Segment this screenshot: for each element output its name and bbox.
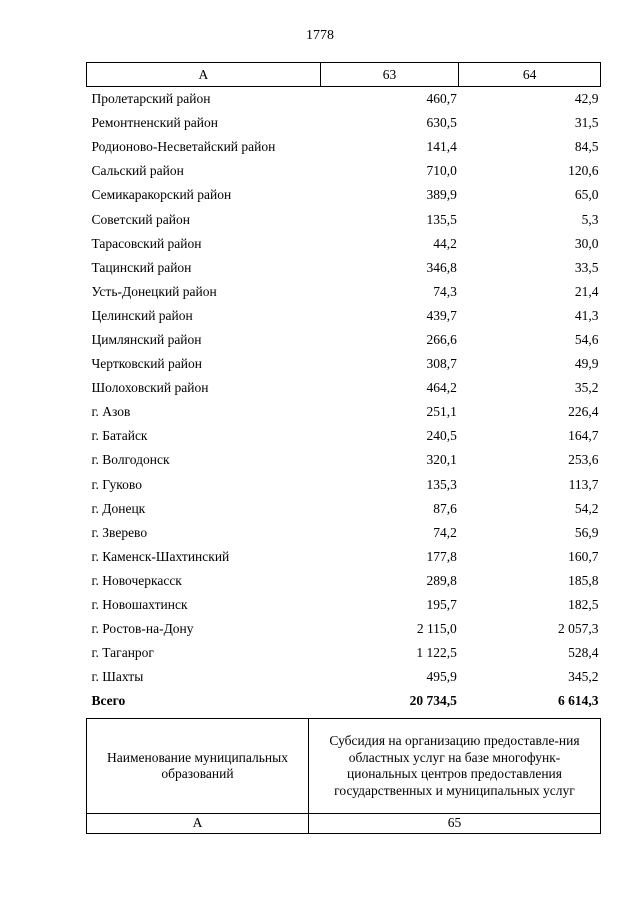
next-table-index-row (87, 814, 601, 834)
table-row (87, 352, 601, 376)
value-63: 1 122,5 (416, 645, 457, 661)
table-row (87, 256, 601, 280)
municipality-name: Тарасовский район (91, 235, 202, 251)
municipality-name: Усть-Донецкий район (91, 283, 217, 299)
next-column-a: А (87, 814, 309, 834)
next-table-header-row (87, 719, 601, 814)
municipality-name: Ремонтненский район (91, 115, 218, 131)
municipality-name: Цимлянский район (91, 331, 202, 347)
table-row (87, 328, 601, 352)
municipality-name: г. Азов (91, 404, 131, 420)
value-63: 74,2 (433, 524, 457, 540)
total-value-63: 20 734,5 (409, 693, 457, 709)
municipality-column-header: Наименование муниципальных образований (87, 719, 309, 814)
value-64: 33,5 (574, 259, 599, 275)
value-63: 389,9 (426, 187, 457, 203)
value-63: 195,7 (426, 597, 457, 613)
value-63: 141,4 (426, 139, 457, 155)
table-row (87, 569, 601, 593)
value-64: 160,7 (568, 548, 599, 564)
municipality-name: г. Донецк (91, 500, 146, 516)
table-row (87, 617, 601, 641)
value-63: 74,3 (433, 283, 457, 299)
header-column-63: 63 (320, 63, 459, 87)
table-row (87, 207, 601, 231)
table-row (87, 111, 601, 135)
value-64: 185,8 (568, 572, 599, 588)
value-64: 31,5 (574, 115, 599, 131)
value-64: 253,6 (568, 452, 599, 468)
municipality-name: Семикаракорский район (91, 187, 232, 203)
table-row (87, 641, 601, 665)
value-64: 528,4 (568, 645, 599, 661)
municipality-name: Чертковский район (91, 356, 202, 372)
value-63: 177,8 (426, 548, 457, 564)
value-64: 113,7 (568, 476, 599, 492)
next-column-65: 65 (309, 814, 601, 834)
value-63: 308,7 (426, 356, 457, 372)
table-row (87, 183, 601, 207)
subsidy-column-header: Субсидия на организацию предоставле-ния областных услуг на базе многофунк-циональных центров предоставления государственных и муниципальных услуг (309, 719, 601, 814)
table-row (87, 497, 601, 521)
table-row (87, 448, 601, 472)
value-63: 44,2 (433, 235, 457, 251)
value-64: 54,6 (574, 331, 599, 347)
table-row (87, 159, 601, 183)
header-column-a: А (87, 63, 321, 87)
table-row (87, 665, 601, 689)
value-63: 630,5 (426, 115, 457, 131)
page-number: 1778 (306, 28, 334, 43)
municipality-name: Советский район (91, 211, 190, 227)
value-63: 2 115,0 (416, 621, 457, 637)
value-64: 65,0 (574, 187, 599, 203)
value-64: 42,9 (574, 91, 599, 107)
table-row (87, 280, 601, 304)
value-64: 54,2 (574, 500, 599, 516)
subsidy-table (86, 62, 601, 713)
value-63: 460,7 (426, 91, 457, 107)
municipality-name: г. Каменск-Шахтинский (91, 548, 230, 564)
value-63: 289,8 (426, 572, 457, 588)
value-63: 135,3 (426, 476, 457, 492)
value-63: 710,0 (426, 163, 457, 179)
municipality-name: г. Шахты (91, 669, 144, 685)
table-row (87, 376, 601, 400)
value-63: 240,5 (426, 428, 457, 444)
value-64: 120,6 (568, 163, 599, 179)
table-row (87, 545, 601, 569)
value-64: 41,3 (574, 307, 599, 323)
municipality-name: Тацинский район (91, 259, 192, 275)
total-value-64: 6 614,3 (558, 693, 599, 709)
value-64: 345,2 (568, 669, 599, 685)
value-63: 320,1 (426, 452, 457, 468)
value-63: 135,5 (426, 211, 457, 227)
total-label: Всего (91, 693, 126, 709)
value-63: 251,1 (426, 404, 457, 420)
value-64: 56,9 (574, 524, 599, 540)
value-64: 30,0 (574, 235, 599, 251)
value-64: 49,9 (574, 356, 599, 372)
municipality-name: Шолоховский район (91, 380, 209, 396)
table-body (87, 87, 601, 690)
table-row (87, 424, 601, 448)
value-63: 495,9 (426, 669, 457, 685)
municipality-name: Целинский район (91, 307, 193, 323)
municipality-name: г. Гуково (91, 476, 142, 492)
table-row (87, 473, 601, 497)
header-column-64: 64 (459, 63, 601, 87)
municipality-name: Родионово-Несветайский район (91, 139, 276, 155)
municipality-name: Сальский район (91, 163, 184, 179)
municipality-name: г. Ростов-на-Дону (91, 621, 194, 637)
table-row (87, 232, 601, 256)
municipality-name: г. Зверево (91, 524, 148, 540)
table-row (87, 304, 601, 328)
value-64: 35,2 (574, 380, 599, 396)
total-row (87, 689, 601, 713)
value-64: 21,4 (574, 283, 599, 299)
table-row (87, 135, 601, 159)
value-64: 5,3 (581, 211, 599, 227)
table-row (87, 521, 601, 545)
value-63: 439,7 (426, 307, 457, 323)
value-63: 266,6 (426, 331, 457, 347)
table-row (87, 400, 601, 424)
municipality-name: Пролетарский район (91, 91, 211, 107)
table-row (87, 593, 601, 617)
municipality-name: г. Новошахтинск (91, 597, 188, 613)
value-63: 87,6 (433, 500, 457, 516)
municipality-name: г. Новочеркасск (91, 572, 182, 588)
value-64: 226,4 (568, 404, 599, 420)
municipality-name: г. Батайск (91, 428, 148, 444)
table-header-row (87, 63, 601, 87)
value-64: 84,5 (574, 139, 599, 155)
municipality-name: г. Волгодонск (91, 452, 170, 468)
table-row (87, 87, 601, 112)
municipality-name: г. Таганрог (91, 645, 154, 661)
value-64: 182,5 (568, 597, 599, 613)
value-63: 464,2 (426, 380, 457, 396)
value-64: 164,7 (568, 428, 599, 444)
value-63: 346,8 (426, 259, 457, 275)
next-table-header (86, 718, 601, 834)
value-64: 2 057,3 (558, 621, 599, 637)
